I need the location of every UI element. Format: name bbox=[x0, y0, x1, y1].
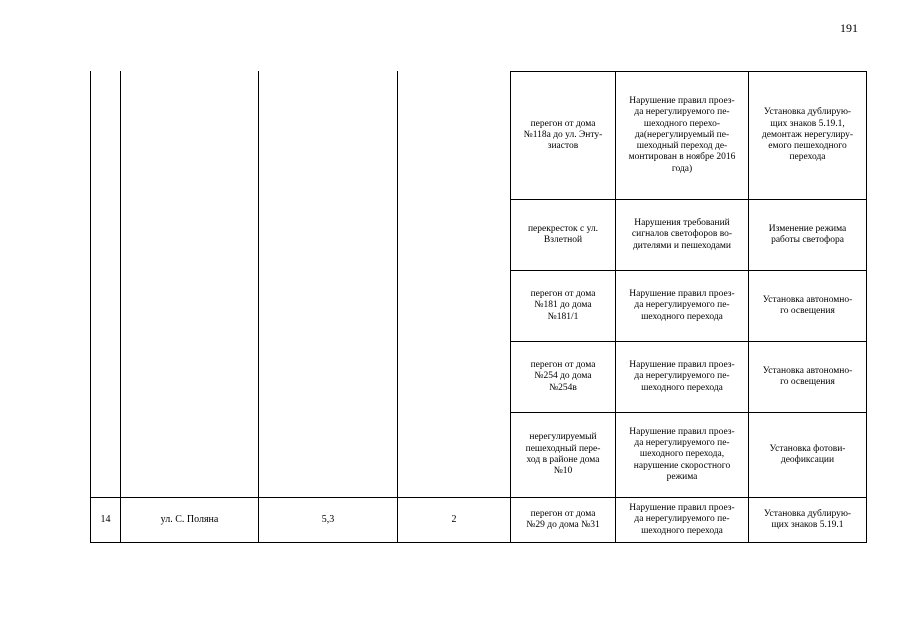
street-cell: ул. С. Поляна bbox=[160, 514, 219, 526]
table-rule bbox=[120, 71, 121, 543]
page-number: 191 bbox=[840, 21, 858, 35]
violation-cell: Нарушение правил проез- да нерегулируемого пе- шеходного перехода bbox=[629, 503, 735, 536]
measure-cell: Установка дублирую- щих знаков 5.19.1, демонтаж нерегулиру- емого пешеходного перехода bbox=[761, 107, 854, 163]
count-cell: 2 bbox=[451, 514, 457, 526]
segment-cell: перегон от дома №118а до ул. Энту- зиастов bbox=[523, 118, 603, 152]
violation-cell: Нарушения требований сигналов светофоров во- дителями и пешеходами bbox=[631, 218, 733, 251]
segment-cell: перегон от дома №181 до дома №181/1 bbox=[530, 289, 596, 322]
violation-cell: Нарушение правил проез- да нерегулируемого пе- шеходного перехода bbox=[629, 360, 735, 393]
violation-cell: Нарушение правил проез- да нерегулируемого пе- шеходного перехода bbox=[629, 289, 735, 322]
table-rule bbox=[90, 542, 867, 543]
violation-cell: Нарушение правил проез- да нерегулируемого пе- шеходного перехода, нарушение скоростного режима bbox=[629, 426, 735, 482]
table-rule bbox=[258, 71, 259, 543]
table-rule bbox=[90, 71, 91, 543]
segment-cell: перегон от дома №254 до дома №254в bbox=[530, 360, 596, 393]
length-cell: 5,3 bbox=[321, 514, 335, 526]
measure-cell: Установка дублирую- щих знаков 5.19.1 bbox=[763, 508, 852, 530]
segment-cell: перекресток с ул. Взлетной bbox=[527, 223, 599, 245]
measure-cell: Установка фотови- деофиксации bbox=[769, 443, 846, 465]
segment-cell: перегон от дома №29 до дома №31 bbox=[526, 508, 600, 530]
table-rule bbox=[866, 71, 867, 543]
segment-cell: нерегулируемый пешеходный пере- ход в районе дома №10 bbox=[525, 432, 601, 477]
row-number-cell: 14 bbox=[100, 514, 111, 526]
measure-cell: Изменение режима работы светофора bbox=[768, 223, 847, 245]
measure-cell: Установка автономно- го освещения bbox=[762, 294, 853, 316]
table-rule bbox=[397, 71, 398, 543]
violation-cell: Нарушение правил проез- да нерегулируемого пе- шеходного перехо- да(нерегулируемый пе- шеходный переход де- монтирован в ноябре 2016 года) bbox=[628, 95, 736, 174]
measure-cell: Установка автономно- го освещения bbox=[762, 365, 853, 387]
